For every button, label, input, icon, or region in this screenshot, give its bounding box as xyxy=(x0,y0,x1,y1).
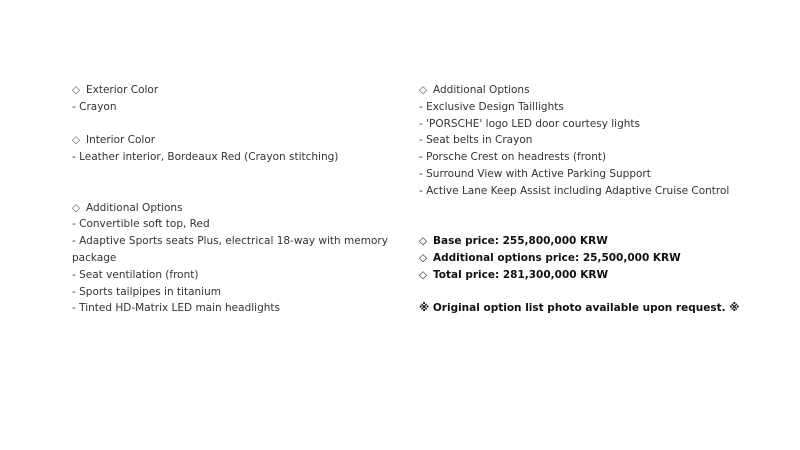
option-item: - Porsche Crest on headrests (front) xyxy=(419,151,607,164)
right-column xyxy=(419,82,749,317)
option-item: - Seat ventilation (front) xyxy=(72,268,199,281)
diamond-icon: ◇ xyxy=(72,134,81,147)
additional-options-price: ◇ Additional options price: 25,500,000 KRW xyxy=(419,250,749,267)
left-column xyxy=(72,82,390,317)
photo-request-note: ※ Original option list photo available upon request. ※ xyxy=(419,302,740,315)
option-item: - Tinted HD-Matrix LED main headlights xyxy=(72,302,280,315)
option-item: - 'PORSCHE' logo LED door courtesy lights xyxy=(419,117,641,130)
diamond-icon: ◇ xyxy=(419,268,428,281)
interior-color-item: - Leather interior, Bordeaux Red (Crayon stitching) xyxy=(72,151,339,164)
diamond-icon: ◇ xyxy=(419,84,428,96)
option-item: - Exclusive Design Taillights xyxy=(419,100,564,113)
option-item: - Convertible soft top, Red xyxy=(72,218,210,231)
diamond-icon: ◇ xyxy=(419,235,428,248)
option-item: - Sports tailpipes in titanium xyxy=(72,285,221,298)
base-price: ◇ Base price: 255,800,000 KRW xyxy=(419,233,749,250)
exterior-color-item: - Crayon xyxy=(72,100,117,113)
option-item: - Adaptive Sports seats Plus, electrical 18-way with memory package xyxy=(72,235,388,264)
exterior-color-heading: ◇ Exterior Color xyxy=(72,82,390,99)
additional-options-heading: ◇ Additional Options xyxy=(72,200,390,217)
diamond-icon: ◇ xyxy=(72,201,81,214)
option-item: - Surround View with Active Parking Support xyxy=(419,167,651,180)
diamond-icon: ◇ xyxy=(72,84,81,96)
total-price: ◇ Total price: 281,300,000 KRW xyxy=(419,267,749,284)
interior-color-heading: ◇ Interior Color xyxy=(72,132,390,149)
additional-options-heading: ◇ Additional Options xyxy=(419,82,749,99)
option-item: - Seat belts in Crayon xyxy=(419,134,533,147)
option-item: - Active Lane Keep Assist including Adaptive Cruise Control xyxy=(419,184,730,197)
diamond-icon: ◇ xyxy=(419,251,428,264)
